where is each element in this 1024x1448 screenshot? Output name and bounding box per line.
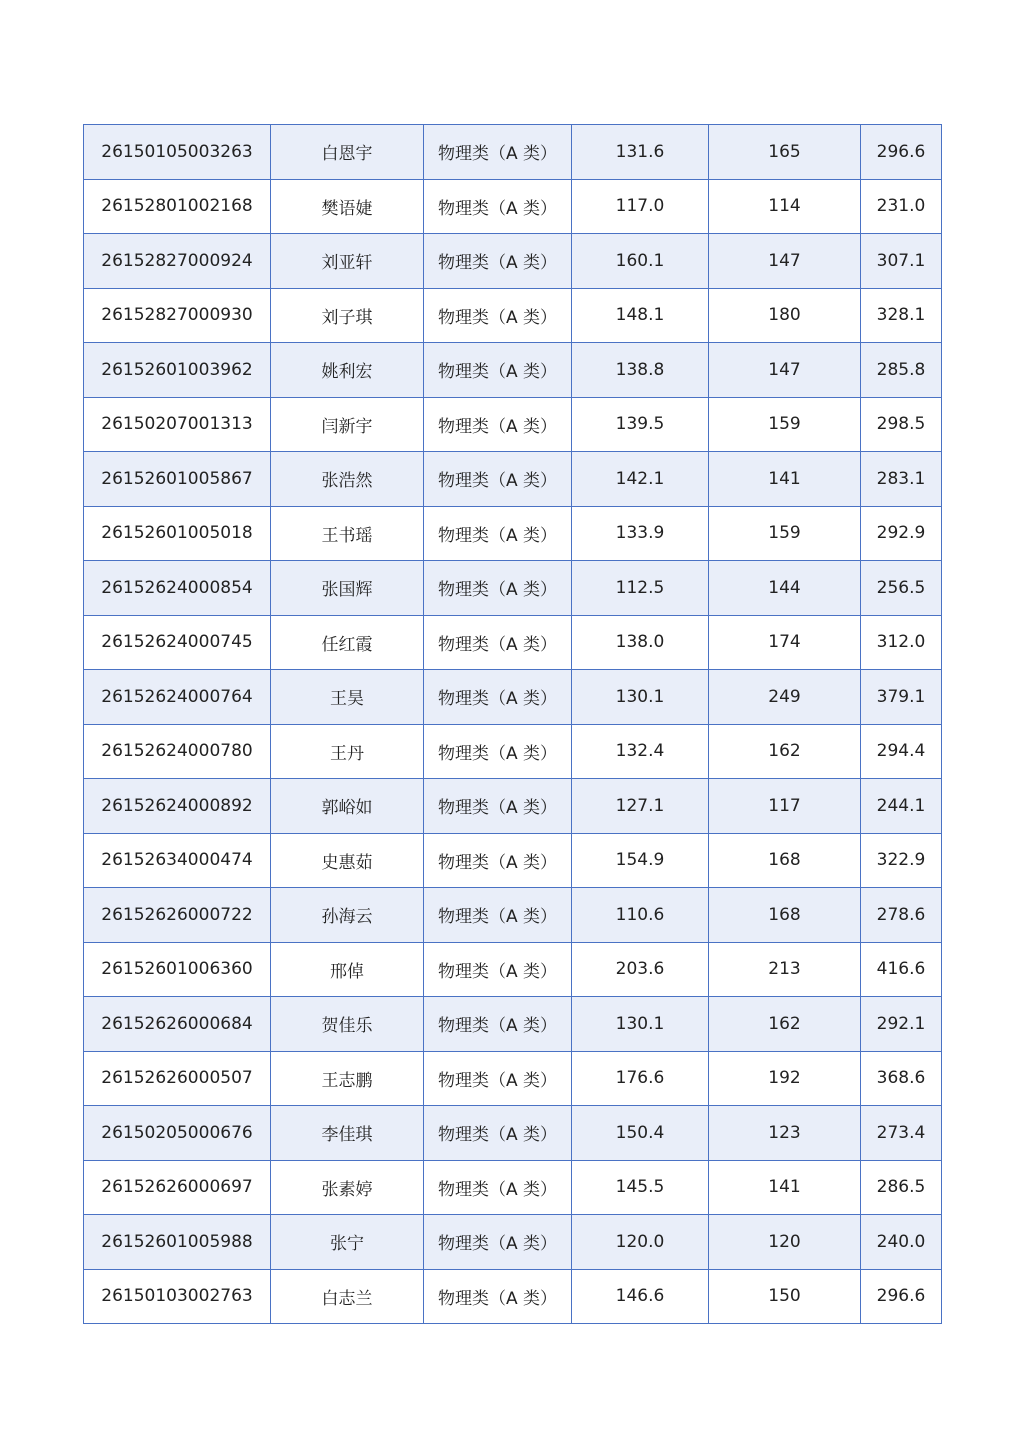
total-score-cell: 296.6 [861,125,942,180]
total-score-cell: 328.1 [861,288,942,343]
total-score-cell: 292.1 [861,997,942,1052]
total-score-cell: 283.1 [861,452,942,507]
candidate-id-cell: 26152624000780 [84,724,271,779]
total-score-cell: 273.4 [861,1106,942,1161]
score-1-cell: 154.9 [572,833,709,888]
candidate-id-cell: 26152601003962 [84,343,271,398]
subject-category-cell: 物理类（A 类） [424,1051,572,1106]
student-name-cell: 史惠茹 [271,833,424,888]
candidate-id-cell: 26152626000507 [84,1051,271,1106]
student-name-cell: 邢倬 [271,942,424,997]
score-1-cell: 176.6 [572,1051,709,1106]
subject-category-cell: 物理类（A 类） [424,452,572,507]
candidate-id-cell: 26152601006360 [84,942,271,997]
candidate-id-cell: 26150105003263 [84,125,271,180]
candidate-id-cell: 26150205000676 [84,1106,271,1161]
candidate-id-cell: 26152827000924 [84,234,271,289]
student-name-cell: 樊语婕 [271,179,424,234]
candidate-id-cell: 26152601005018 [84,506,271,561]
score-2-cell: 141 [709,1160,861,1215]
table-row [84,397,942,452]
candidate-id-cell: 26152601005867 [84,452,271,507]
score-2-cell: 114 [709,179,861,234]
subject-category-cell: 物理类（A 类） [424,1215,572,1270]
student-name-cell: 王丹 [271,724,424,779]
candidate-id-cell: 26152624000745 [84,615,271,670]
subject-category-cell: 物理类（A 类） [424,942,572,997]
score-2-cell: 147 [709,234,861,289]
student-name-cell: 王昊 [271,670,424,725]
student-name-cell: 白志兰 [271,1269,424,1324]
score-2-cell: 144 [709,561,861,616]
score-2-cell: 159 [709,506,861,561]
subject-category-cell: 物理类（A 类） [424,179,572,234]
candidate-id-cell: 26152626000684 [84,997,271,1052]
subject-category-cell: 物理类（A 类） [424,1160,572,1215]
student-name-cell: 贺佳乐 [271,997,424,1052]
table-row [84,779,942,834]
table-row [84,125,942,180]
score-1-cell: 160.1 [572,234,709,289]
table-row [84,833,942,888]
student-name-cell: 李佳琪 [271,1106,424,1161]
subject-category-cell: 物理类（A 类） [424,1269,572,1324]
score-1-cell: 120.0 [572,1215,709,1270]
total-score-cell: 244.1 [861,779,942,834]
student-name-cell: 闫新宇 [271,397,424,452]
table-row [84,343,942,398]
score-table-body [84,125,942,1324]
student-name-cell: 郭峪如 [271,779,424,834]
subject-category-cell: 物理类（A 类） [424,234,572,289]
candidate-id-cell: 26152624000764 [84,670,271,725]
score-1-cell: 131.6 [572,125,709,180]
score-2-cell: 159 [709,397,861,452]
student-name-cell: 王书瑶 [271,506,424,561]
total-score-cell: 256.5 [861,561,942,616]
total-score-cell: 292.9 [861,506,942,561]
table-row [84,888,942,943]
score-1-cell: 112.5 [572,561,709,616]
table-row [84,1051,942,1106]
score-2-cell: 168 [709,888,861,943]
table-row [84,179,942,234]
table-row [84,997,942,1052]
total-score-cell: 416.6 [861,942,942,997]
student-name-cell: 张素婷 [271,1160,424,1215]
total-score-cell: 296.6 [861,1269,942,1324]
total-score-cell: 278.6 [861,888,942,943]
student-name-cell: 白恩宇 [271,125,424,180]
subject-category-cell: 物理类（A 类） [424,125,572,180]
score-2-cell: 165 [709,125,861,180]
candidate-id-cell: 26150207001313 [84,397,271,452]
score-2-cell: 174 [709,615,861,670]
table-row [84,1269,942,1324]
student-name-cell: 刘子琪 [271,288,424,343]
student-name-cell: 张国辉 [271,561,424,616]
subject-category-cell: 物理类（A 类） [424,1106,572,1161]
total-score-cell: 240.0 [861,1215,942,1270]
score-2-cell: 150 [709,1269,861,1324]
score-2-cell: 180 [709,288,861,343]
table-row [84,1215,942,1270]
subject-category-cell: 物理类（A 类） [424,506,572,561]
subject-category-cell: 物理类（A 类） [424,615,572,670]
total-score-cell: 368.6 [861,1051,942,1106]
student-name-cell: 张宁 [271,1215,424,1270]
subject-category-cell: 物理类（A 类） [424,397,572,452]
subject-category-cell: 物理类（A 类） [424,670,572,725]
table-row [84,670,942,725]
subject-category-cell: 物理类（A 类） [424,288,572,343]
total-score-cell: 286.5 [861,1160,942,1215]
score-1-cell: 138.0 [572,615,709,670]
score-2-cell: 162 [709,724,861,779]
subject-category-cell: 物理类（A 类） [424,833,572,888]
student-name-cell: 姚利宏 [271,343,424,398]
score-2-cell: 162 [709,997,861,1052]
score-1-cell: 142.1 [572,452,709,507]
score-2-cell: 120 [709,1215,861,1270]
score-1-cell: 150.4 [572,1106,709,1161]
total-score-cell: 312.0 [861,615,942,670]
candidate-id-cell: 26152626000697 [84,1160,271,1215]
score-2-cell: 123 [709,1106,861,1161]
score-1-cell: 203.6 [572,942,709,997]
candidate-id-cell: 26152801002168 [84,179,271,234]
candidate-id-cell: 26152601005988 [84,1215,271,1270]
subject-category-cell: 物理类（A 类） [424,343,572,398]
student-name-cell: 孙海云 [271,888,424,943]
subject-category-cell: 物理类（A 类） [424,724,572,779]
score-1-cell: 130.1 [572,997,709,1052]
total-score-cell: 231.0 [861,179,942,234]
table-row [84,561,942,616]
score-1-cell: 127.1 [572,779,709,834]
score-1-cell: 132.4 [572,724,709,779]
student-name-cell: 任红霞 [271,615,424,670]
table-row [84,942,942,997]
score-table [83,124,942,1324]
total-score-cell: 307.1 [861,234,942,289]
subject-category-cell: 物理类（A 类） [424,888,572,943]
score-1-cell: 110.6 [572,888,709,943]
subject-category-cell: 物理类（A 类） [424,779,572,834]
table-row [84,1106,942,1161]
score-2-cell: 213 [709,942,861,997]
student-name-cell: 张浩然 [271,452,424,507]
total-score-cell: 285.8 [861,343,942,398]
candidate-id-cell: 26152827000930 [84,288,271,343]
total-score-cell: 379.1 [861,670,942,725]
table-row [84,1160,942,1215]
total-score-cell: 298.5 [861,397,942,452]
score-2-cell: 249 [709,670,861,725]
total-score-cell: 322.9 [861,833,942,888]
score-1-cell: 145.5 [572,1160,709,1215]
score-2-cell: 117 [709,779,861,834]
score-2-cell: 192 [709,1051,861,1106]
score-1-cell: 138.8 [572,343,709,398]
score-2-cell: 168 [709,833,861,888]
student-name-cell: 刘亚轩 [271,234,424,289]
table-row [84,234,942,289]
table-row [84,615,942,670]
candidate-id-cell: 26152634000474 [84,833,271,888]
total-score-cell: 294.4 [861,724,942,779]
candidate-id-cell: 26152624000854 [84,561,271,616]
subject-category-cell: 物理类（A 类） [424,997,572,1052]
score-1-cell: 146.6 [572,1269,709,1324]
candidate-id-cell: 26150103002763 [84,1269,271,1324]
score-1-cell: 139.5 [572,397,709,452]
score-1-cell: 148.1 [572,288,709,343]
subject-category-cell: 物理类（A 类） [424,561,572,616]
score-2-cell: 141 [709,452,861,507]
table-row [84,452,942,507]
score-1-cell: 133.9 [572,506,709,561]
candidate-id-cell: 26152626000722 [84,888,271,943]
table-row [84,724,942,779]
candidate-id-cell: 26152624000892 [84,779,271,834]
score-1-cell: 130.1 [572,670,709,725]
score-1-cell: 117.0 [572,179,709,234]
table-row [84,288,942,343]
score-2-cell: 147 [709,343,861,398]
student-name-cell: 王志鹏 [271,1051,424,1106]
table-row [84,506,942,561]
